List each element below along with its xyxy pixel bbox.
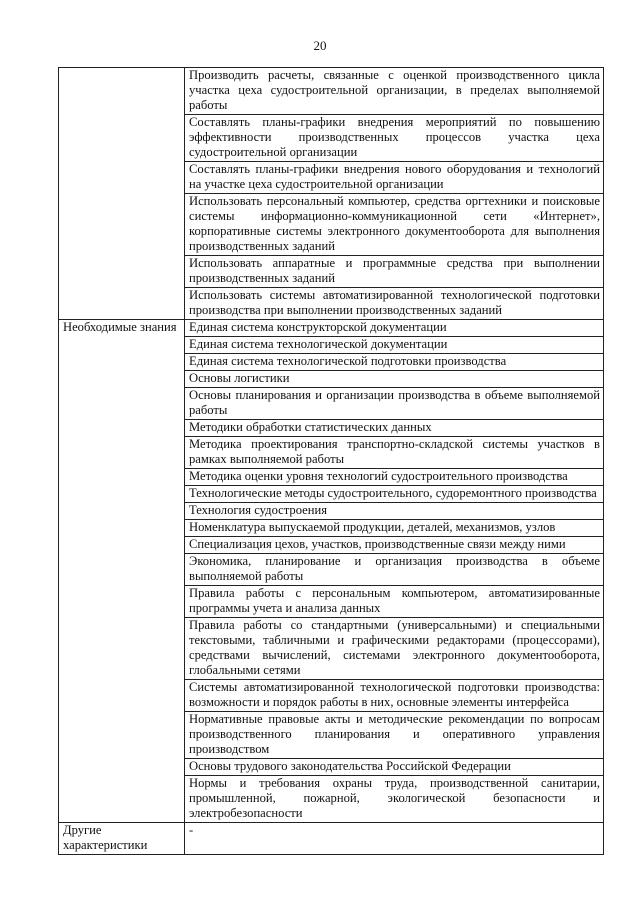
requirement-item: Технологические методы судостроительного, судоремонтного производства [185, 486, 604, 503]
requirement-item: Технология судостроения [185, 503, 604, 520]
section-label [59, 68, 185, 320]
requirement-item: Правила работы со стандартными (универсальными) и специальными текстовыми, табличными и графическими редакторами (процессорами), средствами вычислений, системами электронного документооборота, глобальными сетями [185, 618, 604, 680]
requirement-item: Единая система конструкторской документации [185, 320, 604, 337]
requirement-item: Составлять планы-графики внедрения мероприятий по повышению эффективности производственных процессов участка цеха судостроительной организации [185, 115, 604, 162]
requirement-item: Использовать персональный компьютер, средства оргтехники и поисковые системы информационно-коммуникационной сети «Интернет», корпоративные системы электронного документооборота для выполнения производственных заданий [185, 194, 604, 256]
section-label: Другие характеристики [59, 823, 185, 855]
requirement-item: Основы планирования и организации производства в объеме выполняемой работы [185, 388, 604, 420]
requirement-item: - [185, 823, 604, 855]
requirement-item: Производить расчеты, связанные с оценкой производственного цикла участка цеха судостроительной организации, в пределах выполняемой работы [185, 68, 604, 115]
requirement-item: Основы трудового законодательства Российской Федерации [185, 759, 604, 776]
requirement-item: Методика оценки уровня технологий судостроительного производства [185, 469, 604, 486]
requirement-item: Номенклатура выпускаемой продукции, деталей, механизмов, узлов [185, 520, 604, 537]
requirement-item: Методики обработки статистических данных [185, 420, 604, 437]
requirement-item: Использовать аппаратные и программные средства при выполнении производственных заданий [185, 256, 604, 288]
requirement-item: Составлять планы-графики внедрения нового оборудования и технологий на участке цеха судостроительной организации [185, 162, 604, 194]
requirement-item: Нормативные правовые акты и методические рекомендации по вопросам производственного планирования и оперативного управления производством [185, 712, 604, 759]
requirement-item: Основы логистики [185, 371, 604, 388]
requirement-item: Методика проектирования транспортно-складской системы участков в рамках выполняемой работы [185, 437, 604, 469]
requirement-item: Нормы и требования охраны труда, производственной санитарии, промышленной, пожарной, экологической безопасности и электробезопасности [185, 776, 604, 823]
page-number: 20 [313, 38, 327, 53]
requirements-table [58, 67, 604, 855]
requirement-item: Системы автоматизированной технологической подготовки производства: возможности и порядок работы в них, основные элементы интерфейса [185, 680, 604, 712]
table-row [59, 823, 604, 855]
requirement-item: Единая система технологической документации [185, 337, 604, 354]
requirement-item: Единая система технологической подготовки производства [185, 354, 604, 371]
requirement-item: Использовать системы автоматизированной технологической подготовки производства при выполнении производственных заданий [185, 288, 604, 320]
requirement-item: Правила работы с персональным компьютером, автоматизированные программы учета и анализа данных [185, 586, 604, 618]
table-row [59, 68, 604, 115]
table-row [59, 320, 604, 337]
section-label: Необходимые знания [59, 320, 185, 823]
requirement-item: Экономика, планирование и организация производства в объеме выполняемой работы [185, 554, 604, 586]
requirement-item: Специализация цехов, участков, производственные связи между ними [185, 537, 604, 554]
